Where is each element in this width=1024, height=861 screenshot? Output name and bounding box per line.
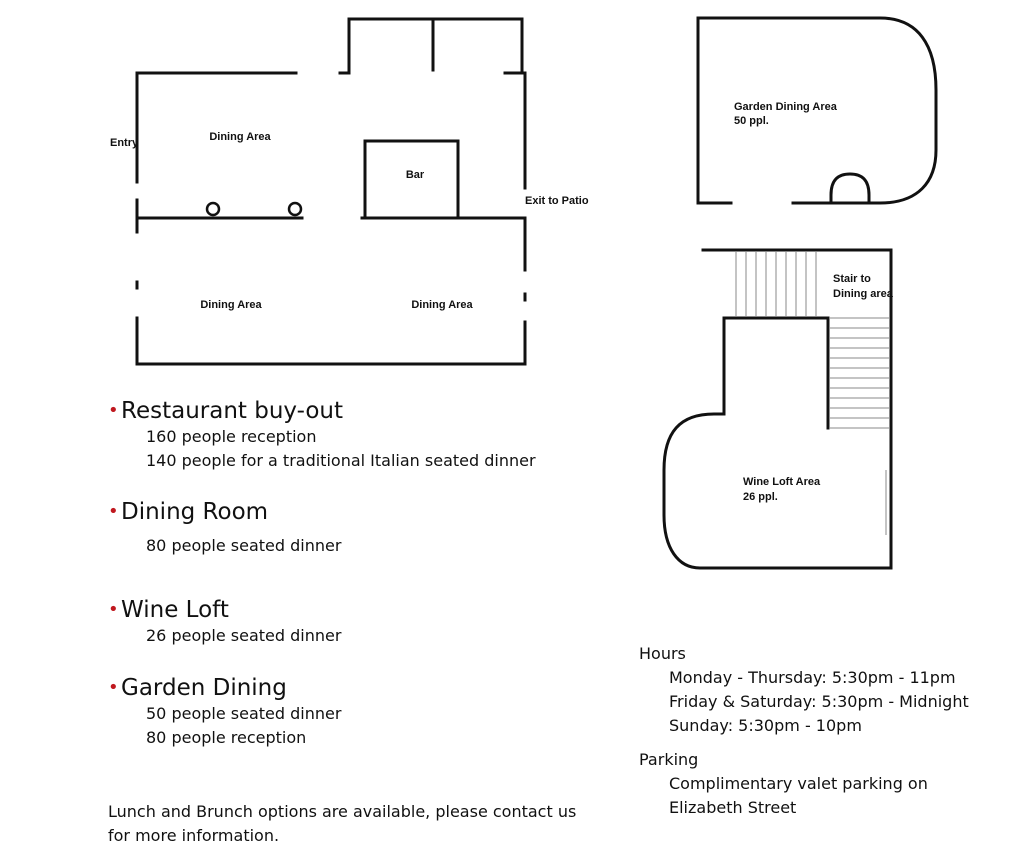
capacity-line: 80 people seated dinner [146,536,342,555]
dining-area-top-label: Dining Area [209,131,271,143]
capacity-title: Restaurant buy-out [121,398,344,424]
parking-line: Elizabeth Street [669,798,797,817]
hours-line: Monday - Thursday: 5:30pm - 11pm [669,668,956,687]
entry-label: Entry [110,137,139,149]
stair-label-line2: Dining area [833,288,893,300]
lunch-brunch-note [108,800,608,848]
capacity-wine-loft [108,596,608,648]
dining-area-bottom-left-label: Dining Area [200,299,262,311]
garden-area-label: Garden Dining Area [734,101,837,113]
bullet-icon: • [108,400,119,421]
note-line: for more information. [108,826,280,845]
wine-loft-capacity-label: 26 ppl. [743,491,778,503]
stair-label-line1: Stair to [833,273,871,285]
dining-area-bottom-right-label: Dining Area [411,299,473,311]
capacity-line: 160 people reception [146,427,317,446]
capacity-line: 26 people seated dinner [146,626,342,645]
bullet-icon: • [108,677,119,698]
wine-loft-floor-plan [664,250,894,568]
hours-line: Friday & Saturday: 5:30pm - Midnight [669,692,969,711]
parking-line: Complimentary valet parking on [669,774,928,793]
hours-section [639,642,1019,738]
column-icon [289,203,301,215]
garden-floor-plan [698,18,936,203]
bar-label: Bar [405,169,425,181]
capacity-title: Wine Loft [121,597,229,623]
main-floor-plan [110,19,589,364]
capacity-dining-room [108,498,608,558]
exit-to-patio-label: Exit to Patio [525,195,589,207]
parking-section [639,748,1019,820]
capacity-line: 80 people reception [146,728,307,747]
hours-heading: Hours [639,644,686,663]
capacity-title: Dining Room [121,499,269,525]
bullet-icon: • [108,599,119,620]
capacity-buyout [108,397,608,473]
capacity-title: Garden Dining [121,675,287,701]
hours-line: Sunday: 5:30pm - 10pm [669,716,862,735]
wine-loft-label: Wine Loft Area [743,476,821,488]
capacity-garden-dining [108,674,608,750]
capacity-line: 50 people seated dinner [146,704,342,723]
note-line: Lunch and Brunch options are available, please contact us [108,802,577,821]
bullet-icon: • [108,501,119,522]
capacity-line: 140 people for a traditional Italian seated dinner [146,451,536,470]
parking-heading: Parking [639,750,699,769]
garden-capacity-label: 50 ppl. [734,115,769,127]
column-icon [207,203,219,215]
